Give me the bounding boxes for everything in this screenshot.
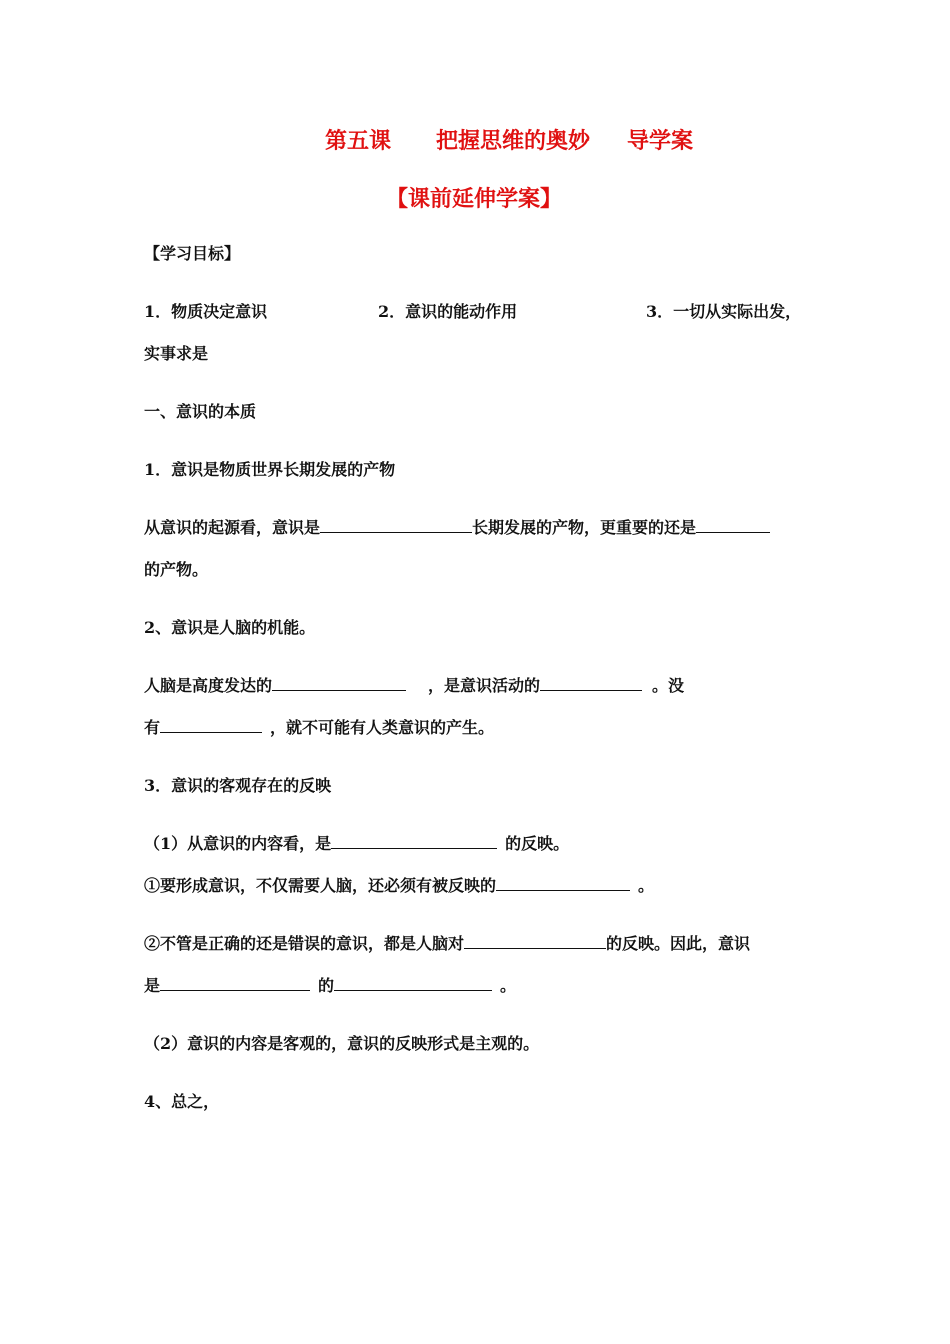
fill-blank[interactable] bbox=[160, 976, 310, 991]
lesson-title-number: 第五课 bbox=[325, 128, 392, 154]
point-3-circ-2 bbox=[144, 933, 750, 955]
point-3-circ-2-d: 的 bbox=[318, 976, 335, 995]
fill-blank[interactable] bbox=[272, 676, 406, 691]
point-3-circ-2-cont bbox=[144, 975, 516, 997]
point-2-text-c: 。没 bbox=[652, 676, 685, 695]
goal-item-3: 3．一切从实际出发， bbox=[646, 302, 802, 321]
lesson-title-name: 把握思维的奥妙 bbox=[436, 128, 591, 154]
goal-item-1: 1．物质决定意识 bbox=[144, 302, 268, 321]
fill-blank[interactable] bbox=[331, 834, 497, 849]
fill-blank[interactable] bbox=[334, 976, 492, 991]
point-3-sub-1-a: （1）从意识的内容看，是 bbox=[144, 834, 332, 853]
point-2-title: 2、意识是人脑的机能。 bbox=[144, 618, 316, 637]
point-2-text-d: 有 bbox=[144, 718, 161, 737]
lesson-title-suffix: 导学案 bbox=[627, 128, 694, 154]
fill-blank[interactable] bbox=[320, 518, 472, 533]
point-3-circ-2-b: 的反映。因此，意识 bbox=[606, 934, 751, 953]
point-3-title: 3．意识的客观存在的反映 bbox=[144, 776, 332, 795]
point-1-text bbox=[144, 517, 770, 539]
point-1-text-end: 的产物。 bbox=[144, 560, 209, 579]
point-3-circ-1-b: 。 bbox=[638, 876, 655, 895]
point-2-text-e: ，就不可能有人类意识的产生。 bbox=[270, 718, 495, 737]
point-1-title: 1．意识是物质世界长期发展的产物 bbox=[144, 460, 396, 479]
fill-blank[interactable] bbox=[160, 718, 262, 733]
goal-item-3-continued: 实事求是 bbox=[144, 344, 209, 363]
point-3-circ-2-e: 。 bbox=[500, 976, 517, 995]
point-3-circ-2-a: ②不管是正确的还是错误的意识，都是人脑对 bbox=[144, 934, 465, 953]
fill-blank[interactable] bbox=[540, 676, 642, 691]
point-1-text-a: 从意识的起源看，意识是 bbox=[144, 518, 321, 537]
goal-item-2: 2．意识的能动作用 bbox=[378, 302, 518, 321]
goals-heading: 【学习目标】 bbox=[144, 244, 241, 263]
point-1-text-b: 长期发展的产物，更重要的还是 bbox=[472, 518, 697, 537]
point-4-title: 4、总之， bbox=[144, 1092, 220, 1111]
point-3-sub-2: （2）意识的内容是客观的，意识的反映形式是主观的。 bbox=[144, 1034, 540, 1053]
point-2-text bbox=[144, 675, 684, 697]
section-heading: 一、意识的本质 bbox=[144, 402, 257, 421]
point-3-sub-1 bbox=[144, 833, 569, 855]
lesson-subtitle: 【课前延伸学案】 bbox=[386, 186, 563, 212]
point-2-text-a: 人脑是高度发达的 bbox=[144, 676, 273, 695]
fill-blank[interactable] bbox=[496, 876, 630, 891]
point-3-circ-2-c: 是 bbox=[144, 976, 161, 995]
point-3-sub-1-b: 的反映。 bbox=[505, 834, 570, 853]
point-3-circ-1-a: ①要形成意识，不仅需要人脑，还必须有被反映的 bbox=[144, 876, 497, 895]
fill-blank[interactable] bbox=[696, 518, 770, 533]
point-3-circ-1 bbox=[144, 875, 654, 897]
fill-blank[interactable] bbox=[464, 934, 606, 949]
point-2-text-cont bbox=[144, 717, 494, 739]
point-2-text-b: ，是意识活动的 bbox=[428, 676, 541, 695]
